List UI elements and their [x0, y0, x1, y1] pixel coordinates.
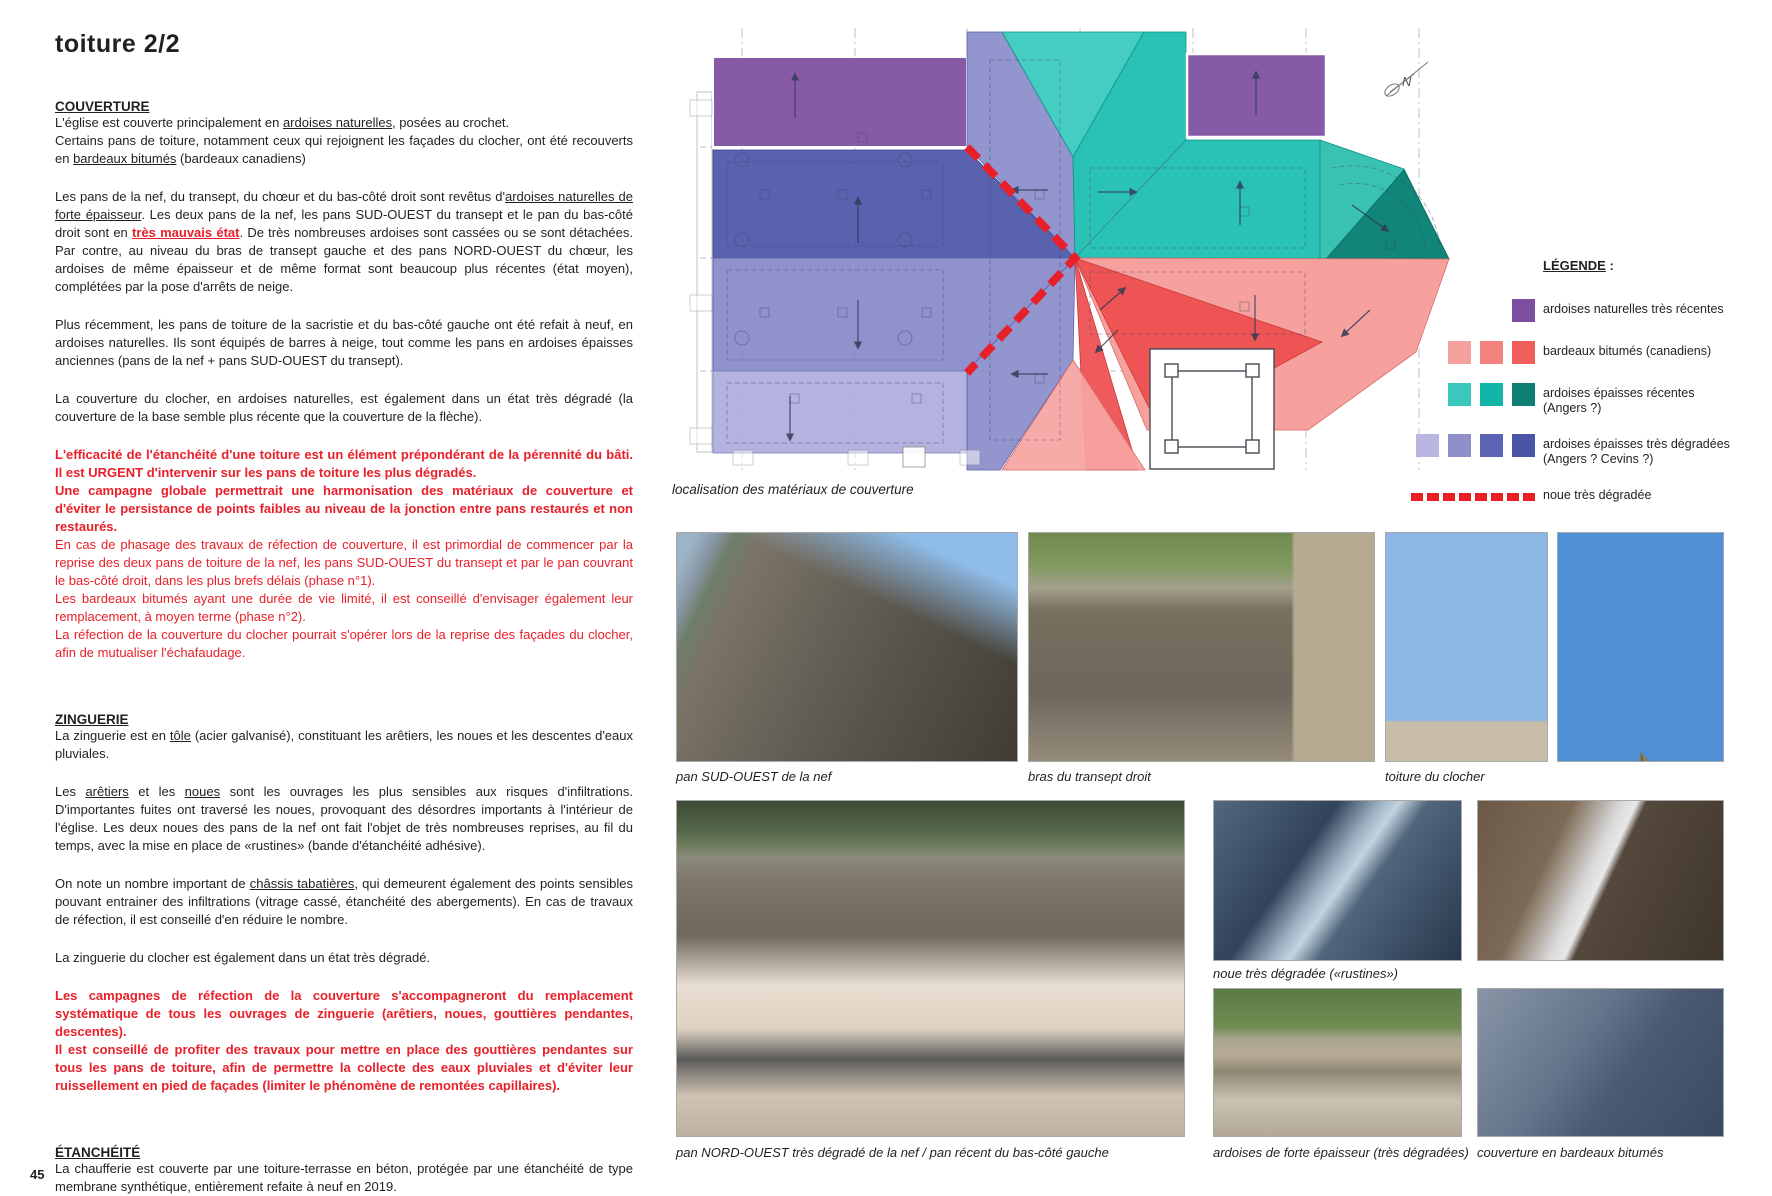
paragraph: Plus récemment, les pans de toiture de la sacristie et du bas-côté gauche ont été refait à neuf, en ardoises naturelles. Ils sont équipés de barres à neige, tout comme les pans en ardoises épaisses anciennes (pans de la nef + pans SUD-OUEST du transept). [55, 317, 633, 368]
legend-label: ardoises épaisses très dégradées (Angers ? Cevins ?) [1543, 437, 1730, 466]
text-blocks [55, 99, 633, 1196]
legend-rows [1410, 299, 1770, 508]
color-swatch [1480, 434, 1503, 457]
photo-fleche-clocher [1557, 532, 1724, 762]
panel-ardoises-recentes-ouest [713, 57, 967, 147]
dash-segment [1459, 493, 1471, 501]
north-label: N [1402, 74, 1412, 89]
legend-color-swatches [1410, 434, 1535, 457]
paragraph: L'église est couverte principalement en ardoises naturelles, posées au crochet. Certains pans de toiture, notamment ceux qui rejoignent les façades du clocher, ont été recouverts en bardeaux bitumés (bardeaux canadiens) [55, 115, 633, 166]
legend-label: ardoises naturelles très récentes [1543, 302, 1724, 316]
legend-color-swatches [1410, 299, 1535, 322]
color-swatch [1512, 341, 1535, 364]
color-swatch [1448, 341, 1471, 364]
page-title: toiture 2/2 [55, 30, 180, 58]
paragraph: Les pans de la nef, du transept, du chœur et du bas-côté droit sont revêtus d'ardoises naturelles de forte épaisseur. Les deux pans de la nef, les pans SUD-OUEST du transept et le pan du bas-côté droit sont en très mauvais état. De très nombreuses ardoises sont cassées ou se sont détachées. Par contre, au niveau du bras de transept gauche et des pans NORD-OUEST du chœur, les ardoises de même épaisseur et de même format sont beaucoup plus récentes (état moyen), complétées par la pose d'arrêts de neige. [55, 189, 633, 294]
dash-segment [1411, 493, 1423, 501]
color-swatch [1512, 434, 1535, 457]
legend-title: LÉGENDE : [1543, 258, 1614, 273]
spacer [55, 168, 633, 188]
diagram-caption: localisation des matériaux de couverture [672, 482, 914, 497]
left-column [55, 30, 633, 1196]
dash-segment [1475, 493, 1487, 501]
paragraph: Les arêtiers et les noues sont les ouvrages les plus sensibles aux risques d'infiltrations. D'importantes fuites ont traversé les noues, provoquant des désordres importants à l'intérieur de l'église. Les deux noues des pans de la nef ont fait l'objet de très nombreuses reprises, au fil du temps, avec la mise en place de «rustines» (bande d'étanchéité adhésive). [55, 784, 633, 853]
paragraph: En cas de phasage des travaux de réfection de couverture, il est primordial de commencer par la reprise des deux pans de toiture de la nef, les pans SUD-OUEST du transept et par le pan couvrant le bas-côté droit, dans les plus brefs délais (phase n°1). Les bardeaux bitumés ayant une durée de vie limité, il est conseillé d'envisager également leur remplacement, à moyen terme (phase n°2). La réfection de la couverture du clocher pourrait s'opérer lors de la reprise des façades du clocher, afin de mutualiser l'échafaudage. [55, 537, 633, 660]
annexe-blanche [903, 447, 925, 467]
spacer [55, 426, 633, 446]
dash-segment [1507, 493, 1519, 501]
legend-row [1410, 299, 1770, 322]
legend-color-swatches [1410, 383, 1535, 406]
batiment-blanc [1150, 349, 1274, 469]
dash-segment [1523, 493, 1535, 501]
paragraph: La couverture du clocher, en ardoises naturelles, est également dans un état très dégradé (la couverture de la base semble plus récente que la couverture de la flèche). [55, 391, 633, 424]
caption-pan-nord-ouest: pan NORD-OUEST très dégradé de la nef / pan récent du bas-côté gauche [676, 1145, 1109, 1160]
north-compass-icon [1383, 62, 1428, 99]
color-swatch [1448, 383, 1471, 406]
legend-row [1410, 341, 1770, 364]
caption-ardoises-epaisseur: ardoises de forte épaisseur (très dégradées) [1213, 1145, 1469, 1160]
legend-label: noue très dégradée [1543, 488, 1652, 502]
spacer [55, 1095, 633, 1145]
roof-plan-diagram [600, 25, 1460, 475]
caption-noue-degradee: noue très dégradée («rustines») [1213, 966, 1399, 981]
legend-row [1410, 383, 1770, 415]
spacer [55, 370, 633, 390]
caption-bras-transept: bras du transept droit [1028, 769, 1151, 784]
legend-row [1410, 485, 1770, 508]
legend-label: bardeaux bitumés (canadiens) [1543, 344, 1712, 358]
photo-clocher [1385, 532, 1548, 762]
paragraph: Les campagnes de réfection de la couverture s'accompagneront du remplacement systématique de tous les ouvrages de zinguerie (arêtiers, noues, gouttières pendantes, descentes). Il est conseillé de profiter des travaux pour mettre en place des gouttières pendantes sur tous les pans de toiture, afin de permettre la collecte des eaux pluviales et d'éviter leur ruissellement en pied de façades (limiter le phénomène de remontées capillaires). [55, 988, 633, 1093]
legend-row [1410, 434, 1770, 466]
color-swatch [1480, 341, 1503, 364]
color-swatch [1480, 383, 1503, 406]
section-heading: ZINGUERIE [55, 712, 129, 727]
dash-segment [1443, 493, 1455, 501]
legend-color-swatches [1410, 341, 1535, 364]
roof-panels [713, 32, 1449, 470]
color-swatch [1512, 299, 1535, 322]
paragraph: On note un nombre important de châssis tabatières, qui demeurent également des points sensibles pouvant entrainer des infiltrations (vitrage cassé, étanchéité des abergements). En cas de travaux de réfection, il est conseillé d'en réduire le nombre. [55, 876, 633, 927]
paragraph: La chaufferie est couverte par une toiture-terrasse en béton, protégée par une étanchéité de type membrane synthétique, entièrement refaite à neuf en 2019. [55, 1161, 633, 1194]
legend [1410, 258, 1770, 527]
caption-toiture-clocher: toiture du clocher [1385, 769, 1485, 784]
legend-dash-swatch [1410, 485, 1535, 508]
paragraph: La zinguerie est en tôle (acier galvanisé), constituant les arêtiers, les noues et les descentes d'eaux pluviales. [55, 728, 633, 761]
caption-pan-sud-ouest: pan SUD-OUEST de la nef [676, 769, 832, 784]
spacer [55, 662, 633, 712]
spacer [55, 929, 633, 949]
caption-bardeaux-bitumes: couverture en bardeaux bitumés [1477, 1145, 1664, 1160]
section-heading: COUVERTURE [55, 99, 150, 114]
photo-aretier-bardeaux [1477, 800, 1724, 961]
photo-pan-nord-ouest-nef [676, 800, 1185, 1137]
photo-bardeaux-bitumes [1477, 988, 1724, 1137]
spacer [55, 967, 633, 987]
paragraph: La zinguerie du clocher est également dans un état très dégradé. [55, 950, 431, 965]
photo-bras-transept-droit [1028, 532, 1375, 762]
dash-segment [1491, 493, 1503, 501]
spacer [55, 763, 633, 783]
dash-segment [1427, 493, 1439, 501]
section-heading: ÉTANCHÉITÉ [55, 1145, 141, 1160]
spacer [55, 855, 633, 875]
legend-label: ardoises épaisses récentes (Angers ?) [1543, 386, 1695, 415]
photo-pan-sud-ouest-nef [676, 532, 1018, 762]
photo-ardoises-epaisses [1213, 988, 1462, 1137]
photo-noue-rustines [1213, 800, 1462, 961]
paragraph: L'efficacité de l'étanchéité d'une toiture est un élément prépondérant de la pérennité du bâti. Il est URGENT d'intervenir sur les pans de toiture les plus dégradés. Une campagne globale permettrait une harmonisation des matériaux de couverture et d'éviter le persistance de points faibles au niveau de la jonction entre pans restaurés et non restaurés. [55, 447, 633, 534]
color-swatch [1448, 434, 1471, 457]
spacer [55, 296, 633, 316]
page-number: 45 [30, 1167, 45, 1182]
color-swatch [1416, 434, 1439, 457]
color-swatch [1512, 383, 1535, 406]
